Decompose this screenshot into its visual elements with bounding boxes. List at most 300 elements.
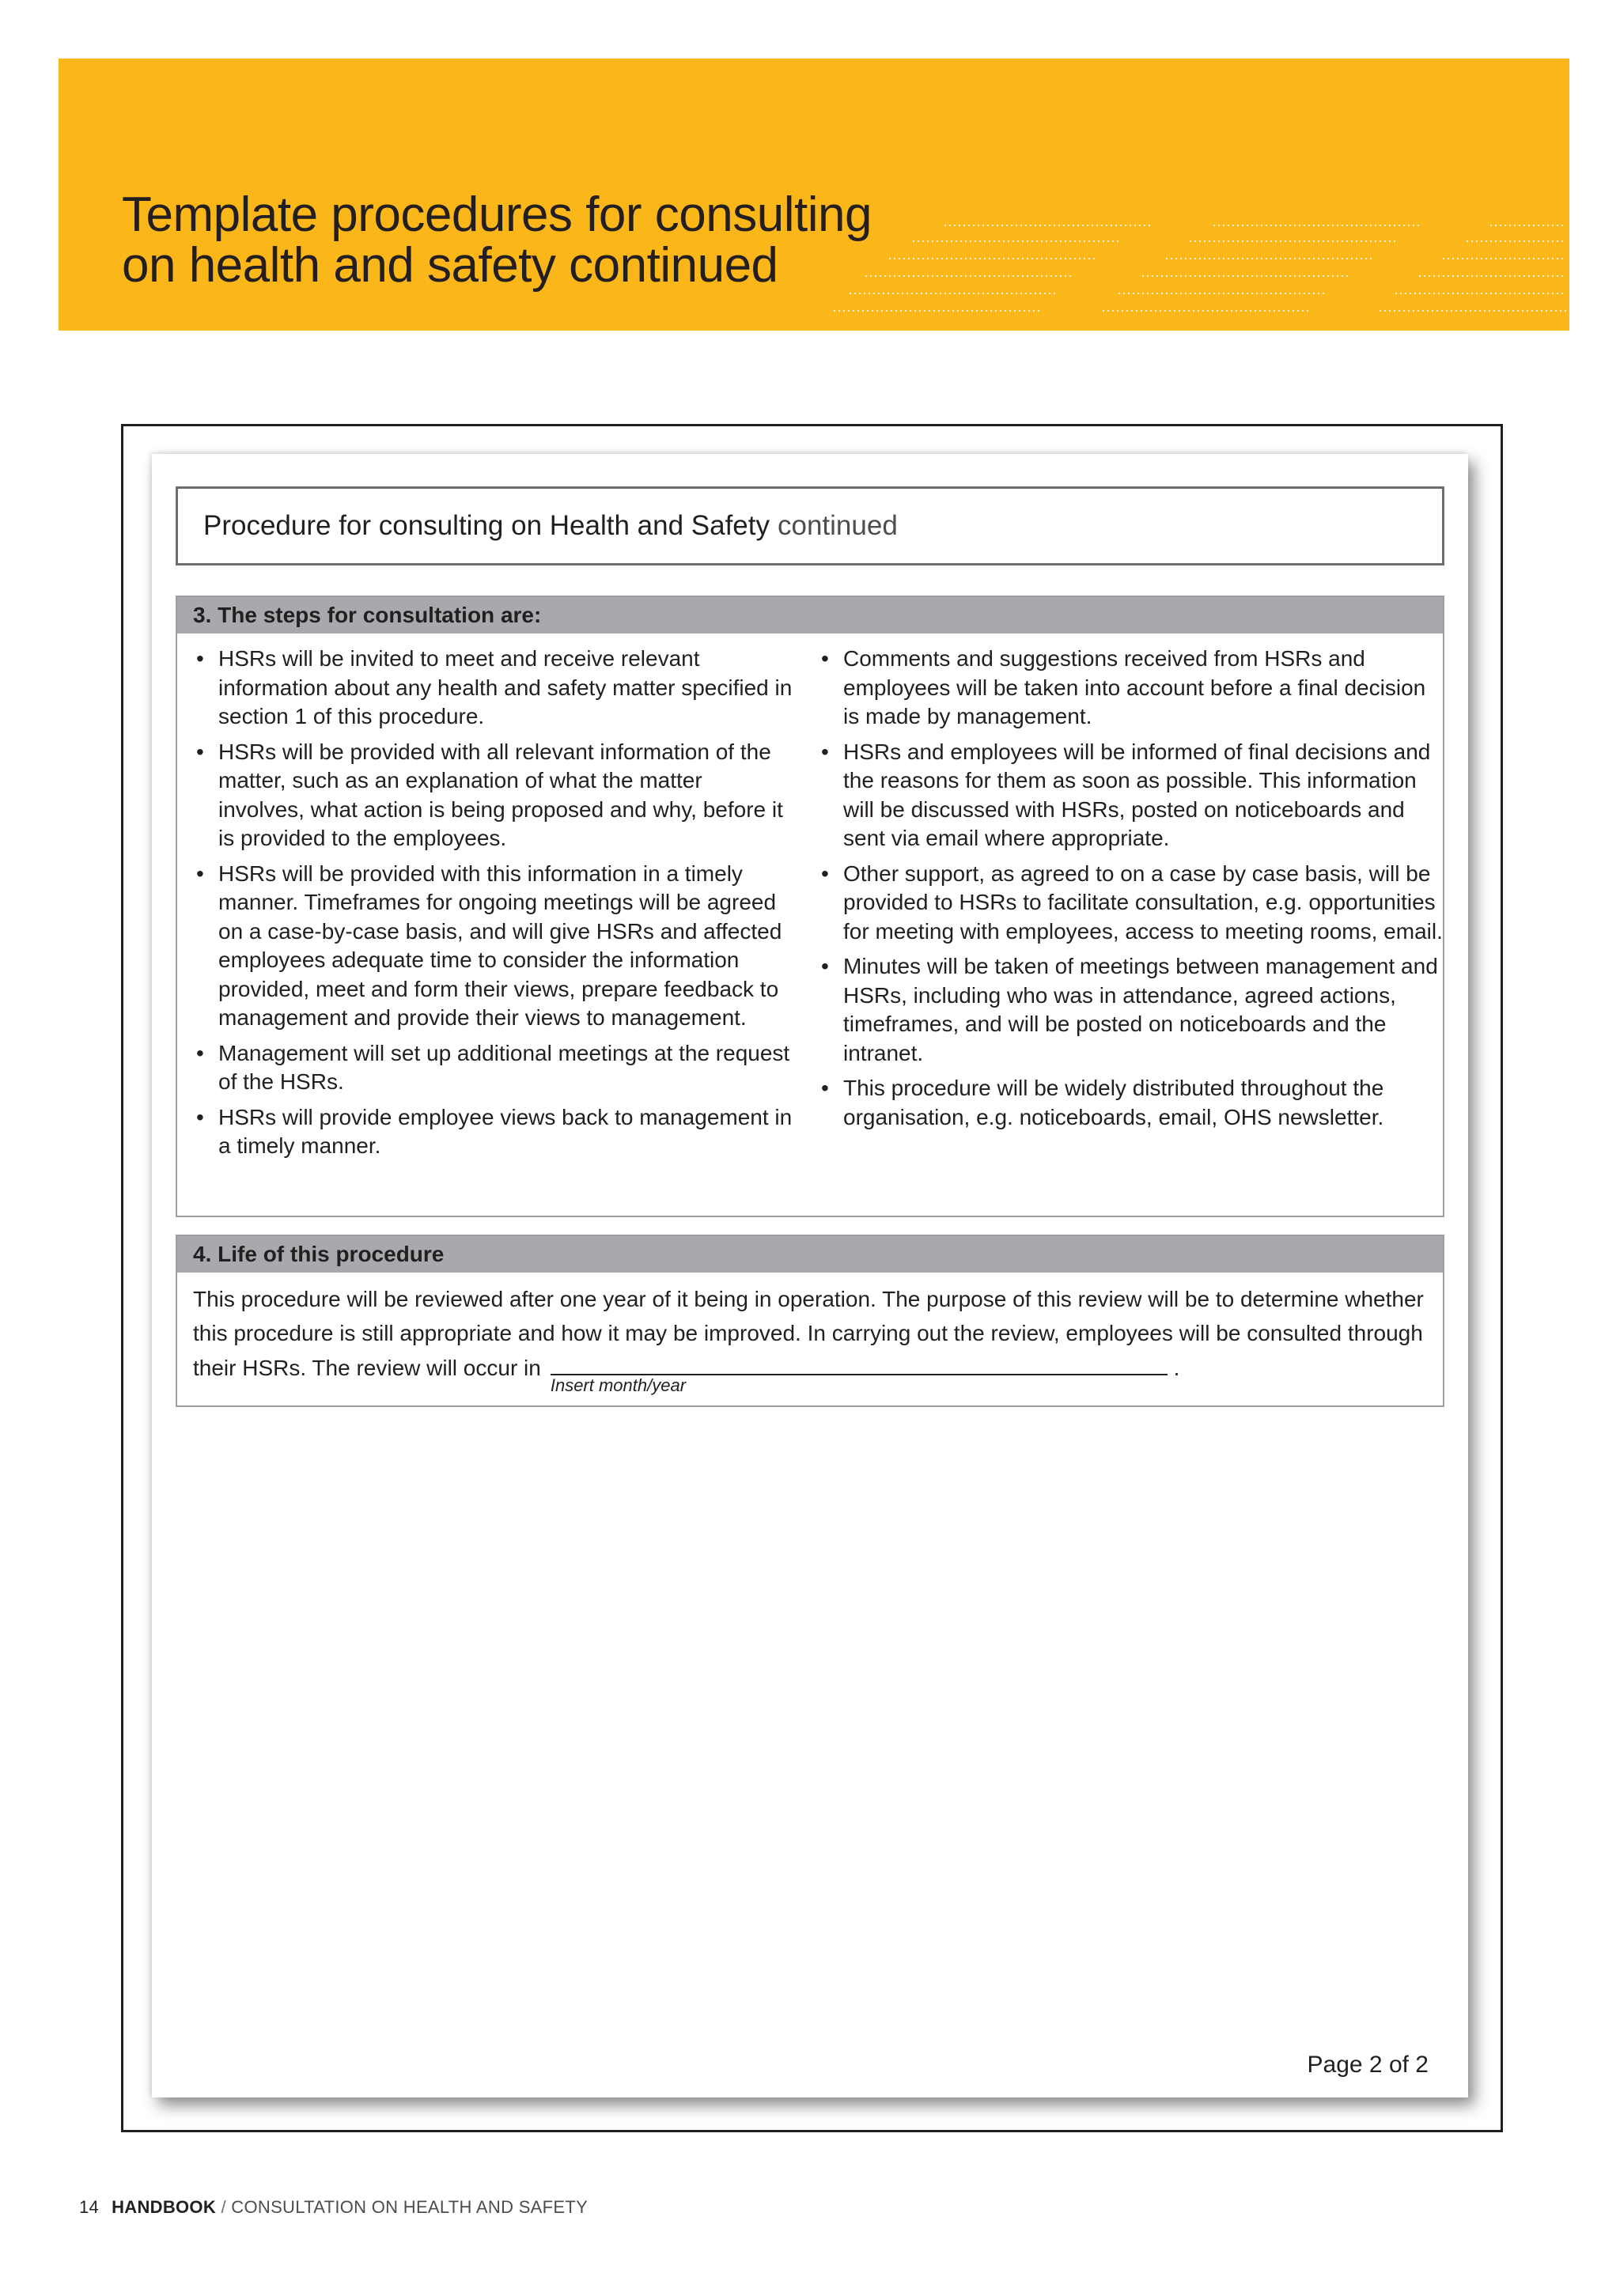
pattern-dot xyxy=(968,293,970,294)
pattern-dot xyxy=(963,293,965,294)
pattern-dot xyxy=(857,310,859,312)
pattern-dot xyxy=(1533,293,1535,294)
pattern-dot xyxy=(946,240,948,242)
pattern-dot xyxy=(979,258,981,259)
pattern-dot xyxy=(1289,225,1291,226)
pattern-dot xyxy=(1457,293,1459,294)
pattern-dot xyxy=(1527,310,1528,312)
pattern-dot xyxy=(1011,293,1012,294)
pattern-dot xyxy=(908,258,910,259)
pattern-dot xyxy=(1294,258,1296,259)
pattern-dot xyxy=(1443,293,1444,294)
pattern-dot xyxy=(1509,275,1511,277)
pattern-dot xyxy=(1533,275,1535,277)
pattern-dot xyxy=(1384,240,1386,242)
pattern-dot xyxy=(1361,225,1362,226)
pattern-dot xyxy=(1380,310,1381,312)
pattern-dot xyxy=(1370,258,1372,259)
pattern-dot xyxy=(1068,225,1069,226)
pattern-dot xyxy=(1269,310,1270,312)
pattern-dot xyxy=(984,240,986,242)
pattern-dot xyxy=(1318,240,1319,242)
pattern-dot xyxy=(1280,275,1281,277)
pattern-dot xyxy=(1228,293,1229,294)
pattern-dot xyxy=(897,293,899,294)
pattern-dot xyxy=(1565,310,1566,312)
pattern-dot xyxy=(1180,258,1182,259)
pattern-dot xyxy=(913,275,914,277)
pattern-dot xyxy=(1175,275,1177,277)
pattern-dot xyxy=(1323,258,1324,259)
pattern-dot xyxy=(1041,240,1043,242)
pattern-dot xyxy=(1247,258,1248,259)
pattern-dot xyxy=(1139,225,1141,226)
pattern-dot xyxy=(884,275,886,277)
pattern-dot xyxy=(1046,240,1047,242)
pattern-dot xyxy=(1519,275,1520,277)
pattern-dot xyxy=(1508,310,1509,312)
steps-list-left xyxy=(177,645,794,1167)
pattern-dot xyxy=(1022,258,1024,259)
pattern-dot xyxy=(925,293,927,294)
pattern-dot xyxy=(1327,240,1329,242)
pattern-dot xyxy=(1190,240,1191,242)
review-date-field[interactable] xyxy=(550,1350,1168,1395)
pattern-dot xyxy=(1462,258,1463,259)
pattern-dot xyxy=(1285,258,1286,259)
pattern-dot xyxy=(1419,293,1421,294)
pattern-dot xyxy=(872,310,873,312)
pattern-dot xyxy=(1471,275,1473,277)
pattern-dot xyxy=(1288,310,1289,312)
pattern-dot xyxy=(869,293,870,294)
pattern-dot xyxy=(1289,293,1291,294)
pattern-dot xyxy=(1065,240,1066,242)
pattern-dot xyxy=(1332,258,1334,259)
pattern-dot xyxy=(1299,225,1300,226)
pattern-dot xyxy=(995,310,997,312)
pattern-dot xyxy=(975,258,976,259)
pattern-dot xyxy=(1337,225,1338,226)
pattern-dot xyxy=(1462,275,1463,277)
pattern-dot xyxy=(1467,258,1468,259)
pattern-dot xyxy=(1217,310,1218,312)
pattern-dot xyxy=(1424,275,1425,277)
pattern-dot xyxy=(1538,258,1539,259)
pattern-dot xyxy=(1522,310,1523,312)
pattern-dot xyxy=(1495,258,1497,259)
pattern-dot xyxy=(989,275,990,277)
pattern-dot xyxy=(937,275,938,277)
pattern-dot xyxy=(1538,240,1539,242)
pattern-dot xyxy=(1060,258,1062,259)
pattern-dot xyxy=(1130,225,1131,226)
pattern-dot xyxy=(1031,240,1033,242)
pattern-dot xyxy=(1152,293,1153,294)
pattern-dot xyxy=(1223,293,1224,294)
pattern-dot xyxy=(1107,240,1109,242)
pattern-dot xyxy=(932,240,933,242)
pattern-dot xyxy=(1523,240,1525,242)
pattern-dot xyxy=(1031,275,1033,277)
pattern-dot xyxy=(1188,310,1190,312)
pattern-dot xyxy=(1313,225,1315,226)
pattern-dot xyxy=(1079,240,1081,242)
pattern-dot xyxy=(981,310,982,312)
pattern-dot xyxy=(1476,293,1478,294)
pattern-dot xyxy=(889,275,891,277)
pattern-dot xyxy=(1481,240,1482,242)
pattern-dot xyxy=(1495,240,1497,242)
page-title-line1: Template procedures for consulting xyxy=(122,187,872,242)
pattern-dot xyxy=(903,275,905,277)
pattern-dot xyxy=(1424,293,1425,294)
pattern-dot xyxy=(1209,258,1210,259)
pattern-dot xyxy=(903,258,905,259)
pattern-dot xyxy=(1218,275,1220,277)
pattern-dot xyxy=(1552,258,1554,259)
pattern-dot xyxy=(1285,275,1286,277)
pattern-dot xyxy=(1209,275,1210,277)
pattern-dot xyxy=(1443,258,1444,259)
list-item: • Minutes will be taken of meetings between management and HSRs, including who was in attendance, agreed actions, timeframes, and will be posted on noticeboards and the intranet. xyxy=(818,952,1443,1068)
pattern-dot xyxy=(1171,293,1172,294)
pattern-dot xyxy=(1457,258,1459,259)
pattern-dot xyxy=(864,293,865,294)
pattern-dot xyxy=(1304,258,1305,259)
pattern-dot xyxy=(1126,310,1128,312)
pattern-dot xyxy=(956,275,957,277)
pattern-dot xyxy=(1274,310,1275,312)
pattern-dot xyxy=(1365,225,1367,226)
pattern-dot xyxy=(908,275,910,277)
pattern-dot xyxy=(1438,275,1440,277)
pattern-dot xyxy=(1519,293,1520,294)
pattern-dot xyxy=(1150,310,1152,312)
pattern-dot xyxy=(875,275,876,277)
pattern-dot xyxy=(1332,225,1334,226)
pattern-dot xyxy=(1308,293,1310,294)
pattern-dot xyxy=(1266,240,1267,242)
pattern-dot xyxy=(1131,310,1133,312)
pattern-dot xyxy=(1410,293,1411,294)
pattern-dot xyxy=(1289,258,1291,259)
pattern-dot xyxy=(957,310,959,312)
pattern-dot xyxy=(1012,275,1014,277)
pattern-dot xyxy=(1280,240,1281,242)
pattern-dot xyxy=(1250,310,1251,312)
pattern-dot xyxy=(1019,310,1020,312)
pattern-dot xyxy=(878,293,880,294)
pattern-dot xyxy=(1448,258,1449,259)
pattern-dot xyxy=(1190,275,1191,277)
pattern-dot xyxy=(1342,225,1343,226)
pattern-dot xyxy=(1533,258,1535,259)
pattern-dot xyxy=(1446,310,1448,312)
pattern-dot xyxy=(1027,275,1028,277)
pattern-dot xyxy=(1118,293,1120,294)
pattern-dot xyxy=(1152,275,1153,277)
pattern-dot xyxy=(1008,258,1009,259)
pattern-dot xyxy=(1498,310,1500,312)
pattern-dot xyxy=(970,275,971,277)
pattern-dot xyxy=(1418,310,1419,312)
pattern-dot xyxy=(1017,258,1019,259)
pattern-dot xyxy=(1552,275,1554,277)
pattern-dot xyxy=(1323,293,1324,294)
pattern-dot xyxy=(1044,225,1046,226)
pattern-dot xyxy=(1552,293,1554,294)
pattern-dot xyxy=(1232,225,1234,226)
pattern-dot xyxy=(1308,225,1310,226)
pattern-dot xyxy=(1142,293,1144,294)
pattern-dot xyxy=(1123,293,1125,294)
pattern-dot xyxy=(1486,258,1487,259)
pattern-dot xyxy=(1318,225,1319,226)
pattern-dot xyxy=(960,275,962,277)
pattern-dot xyxy=(1237,275,1239,277)
pattern-dot xyxy=(913,258,914,259)
pattern-dot xyxy=(1122,310,1123,312)
pattern-dot xyxy=(881,310,883,312)
pattern-dot xyxy=(1514,293,1516,294)
pattern-dot xyxy=(1125,225,1126,226)
pattern-dot xyxy=(1103,240,1104,242)
pattern-dot xyxy=(1242,275,1243,277)
pattern-dot xyxy=(973,225,975,226)
pattern-dot xyxy=(1046,258,1047,259)
pattern-dot xyxy=(1028,310,1030,312)
pattern-dot xyxy=(1519,225,1520,226)
pattern-dot xyxy=(965,275,967,277)
pattern-dot xyxy=(1232,240,1234,242)
pattern-dot xyxy=(1270,275,1272,277)
pattern-dot xyxy=(1503,310,1505,312)
pattern-dot xyxy=(943,310,944,312)
pattern-dot xyxy=(1228,258,1229,259)
pattern-dot xyxy=(1471,258,1473,259)
pattern-dot xyxy=(1528,293,1530,294)
pattern-dot xyxy=(1074,240,1076,242)
pattern-dot xyxy=(1550,310,1552,312)
pattern-dot xyxy=(975,275,976,277)
pattern-dot xyxy=(1538,275,1539,277)
steps-list-right xyxy=(794,645,1443,1167)
pattern-dot xyxy=(1351,240,1353,242)
pattern-dot xyxy=(1557,258,1558,259)
pattern-dot xyxy=(1232,275,1234,277)
pattern-dot xyxy=(1418,225,1419,226)
pattern-dot xyxy=(1069,275,1071,277)
pattern-dot xyxy=(1027,240,1028,242)
pattern-dot xyxy=(1193,310,1194,312)
pattern-dot xyxy=(1171,258,1172,259)
pattern-dot xyxy=(1547,225,1549,226)
pattern-dot xyxy=(1519,258,1520,259)
pattern-dot xyxy=(1289,275,1291,277)
pattern-dot xyxy=(1356,240,1357,242)
pattern-dot xyxy=(1237,225,1239,226)
pattern-dot xyxy=(1275,293,1277,294)
pattern-dot xyxy=(1500,225,1501,226)
pattern-dot xyxy=(1542,240,1544,242)
pattern-dot xyxy=(1223,275,1224,277)
pattern-dot xyxy=(1147,293,1149,294)
pattern-dot xyxy=(1517,310,1519,312)
pattern-dot xyxy=(1194,240,1196,242)
end-punctuation: . xyxy=(1173,1356,1180,1380)
pattern-dot xyxy=(1036,275,1038,277)
pattern-dot xyxy=(1242,240,1243,242)
pattern-dot xyxy=(1528,275,1530,277)
pattern-dot xyxy=(1266,258,1267,259)
pattern-dot xyxy=(1514,275,1516,277)
pattern-dot xyxy=(1432,310,1433,312)
pattern-dot xyxy=(880,275,881,277)
pattern-dot xyxy=(1467,293,1468,294)
pattern-dot xyxy=(1413,225,1414,226)
pattern-dot xyxy=(975,240,976,242)
pattern-dot xyxy=(1313,240,1315,242)
pattern-dot xyxy=(1337,240,1338,242)
list-item: • HSRs will be invited to meet and receive relevant information about any health and safety matter specified in section 1 of this procedure. xyxy=(193,645,794,732)
pattern-dot xyxy=(1055,275,1057,277)
pattern-dot xyxy=(892,293,894,294)
list-item: • This procedure will be widely distributed throughout the organisation, e.g. noticeboards, email, OHS newsletter. xyxy=(818,1074,1443,1132)
pattern-dot xyxy=(992,225,994,226)
pattern-dot xyxy=(1275,240,1277,242)
pattern-dot xyxy=(1093,240,1095,242)
pattern-dot xyxy=(960,258,962,259)
pattern-dot xyxy=(1270,225,1272,226)
pattern-dot xyxy=(1169,310,1171,312)
list-item: • HSRs will be provided with this information in a timely manner. Timeframes for ongoing meetings will be agreed on a case-by-case basis, and will give HSRs and affected employees adequate time to consider the information provided, meet and form their views, prepare feedback to management and provide their views to management. xyxy=(193,860,794,1033)
pattern-dot xyxy=(1304,240,1305,242)
pattern-dot xyxy=(1514,258,1516,259)
pattern-dot xyxy=(1380,240,1381,242)
pattern-dot xyxy=(1476,258,1478,259)
footer-brand: HANDBOOK xyxy=(112,2197,217,2217)
pattern-dot xyxy=(888,293,889,294)
pattern-dot xyxy=(1533,225,1535,226)
pattern-dot xyxy=(1049,293,1050,294)
pattern-dot xyxy=(1003,240,1005,242)
pattern-dot xyxy=(997,293,998,294)
pattern-dot xyxy=(1088,258,1090,259)
pattern-dot xyxy=(1036,240,1038,242)
pattern-dot xyxy=(989,258,990,259)
pattern-dot xyxy=(1112,310,1114,312)
pattern-dot xyxy=(1275,275,1277,277)
pattern-dot xyxy=(994,275,995,277)
pattern-dot xyxy=(1247,240,1248,242)
section-consultation-steps xyxy=(176,596,1444,1217)
pattern-dot xyxy=(948,310,949,312)
pattern-dot xyxy=(1523,275,1525,277)
pattern-dot xyxy=(854,293,856,294)
pattern-dot xyxy=(1457,275,1459,277)
pattern-dot xyxy=(1185,275,1187,277)
pattern-dot xyxy=(1399,310,1400,312)
pattern-dot xyxy=(1000,310,1001,312)
pattern-dot xyxy=(1523,293,1525,294)
pattern-dot xyxy=(1500,275,1501,277)
pattern-dot xyxy=(1285,240,1286,242)
pattern-dot xyxy=(1460,310,1462,312)
pattern-dot xyxy=(1213,293,1215,294)
pattern-dot xyxy=(1049,225,1050,226)
pattern-dot xyxy=(965,240,967,242)
pattern-dot xyxy=(1128,293,1130,294)
pattern-dot xyxy=(951,240,952,242)
pattern-dot xyxy=(1218,258,1220,259)
pattern-dot xyxy=(1462,293,1463,294)
pattern-dot xyxy=(1452,275,1454,277)
pattern-dot xyxy=(1514,225,1516,226)
footer-separator: / xyxy=(221,2197,226,2217)
pattern-dot xyxy=(1356,225,1357,226)
pattern-dot xyxy=(949,293,951,294)
pattern-dot xyxy=(1542,258,1544,259)
pattern-dot xyxy=(1060,240,1062,242)
pattern-dot xyxy=(1293,310,1294,312)
pattern-dot xyxy=(1256,240,1258,242)
pattern-dot xyxy=(951,275,952,277)
pattern-dot xyxy=(873,293,875,294)
pattern-dot xyxy=(1278,310,1280,312)
pattern-dot xyxy=(902,293,903,294)
pattern-dot xyxy=(1413,310,1414,312)
pattern-dot xyxy=(1017,240,1019,242)
pattern-dot xyxy=(1465,310,1467,312)
pattern-dot xyxy=(1337,275,1338,277)
pattern-dot xyxy=(1221,310,1223,312)
pattern-dot xyxy=(905,310,907,312)
pattern-dot xyxy=(843,310,845,312)
pattern-dot xyxy=(1429,275,1430,277)
pattern-dot xyxy=(1395,293,1397,294)
review-date-hint: Insert month/year xyxy=(550,1375,687,1395)
pattern-dot xyxy=(1228,240,1229,242)
pattern-dot xyxy=(1251,225,1253,226)
pattern-dot xyxy=(1266,225,1267,226)
pattern-dot xyxy=(1001,225,1003,226)
pattern-dot xyxy=(1266,293,1267,294)
pattern-dot xyxy=(1223,240,1224,242)
pattern-dot xyxy=(1156,293,1158,294)
pattern-dot xyxy=(1213,258,1215,259)
pattern-dot xyxy=(1495,275,1497,277)
pattern-dot xyxy=(1542,275,1544,277)
pattern-dot xyxy=(1505,240,1506,242)
pattern-dot xyxy=(1443,275,1444,277)
pattern-dot xyxy=(956,240,957,242)
pattern-dot xyxy=(1240,310,1242,312)
pattern-dot xyxy=(1242,293,1243,294)
pattern-dot xyxy=(1209,240,1210,242)
pattern-dot xyxy=(951,258,952,259)
pattern-dot xyxy=(1261,240,1262,242)
pattern-dot xyxy=(1505,225,1506,226)
pattern-dot xyxy=(886,310,888,312)
pattern-dot xyxy=(1486,275,1487,277)
pattern-dot xyxy=(1149,225,1150,226)
pattern-dot xyxy=(1342,275,1343,277)
pattern-dot xyxy=(1175,258,1177,259)
pattern-dot xyxy=(956,258,957,259)
section-heading: 3. The steps for consultation are: xyxy=(177,597,1443,634)
pattern-dot xyxy=(1166,275,1168,277)
